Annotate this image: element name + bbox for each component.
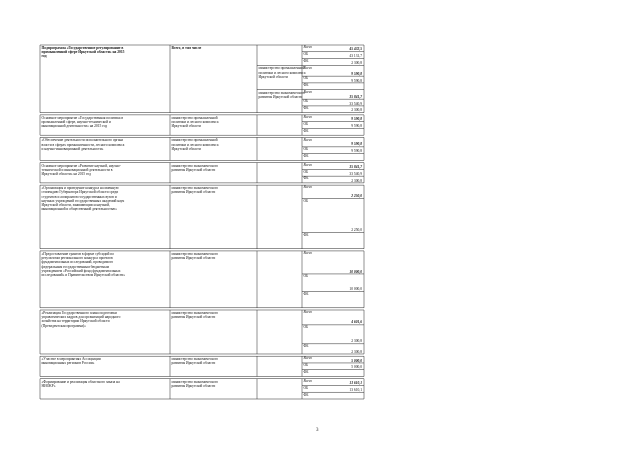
funding-source-label: ФБ: [303, 392, 309, 397]
executor-line: министерство экономического: [171, 310, 219, 315]
program-name-line: «Формирование и реализация областного заказа на: [41, 379, 120, 384]
funding-source-label: ФБ: [303, 106, 309, 111]
funding-amount: 4 601,6: [351, 320, 362, 325]
funding-source-label: Всего: [303, 378, 313, 383]
funding-source-label: Всего: [303, 65, 313, 70]
total-label: Всего, в том числе: [171, 46, 202, 50]
funding-amount: 2 300,8: [351, 349, 362, 354]
executor-line: развития Иркутской области: [171, 383, 216, 388]
funding-amount: 2 300,8: [351, 178, 362, 183]
funding-source-label: ОБ: [303, 198, 309, 203]
funding-source-label: ОБ: [303, 52, 309, 57]
funding-source-label: Всего: [303, 251, 313, 256]
executor-line: развития Иркутской области: [171, 256, 216, 261]
funding-source-label: ОБ: [303, 76, 309, 81]
program-name-line: Основное мероприятие «Государственная политика в: [41, 115, 124, 120]
funding-source-label: ФБ: [303, 153, 309, 158]
executor-line: политики и лесного комплекса: [258, 70, 306, 75]
program-name-line: учреждением «Российский фонд фундаментальных: [41, 268, 121, 273]
program-name-line: и научно-инновационной деятельности»: [41, 146, 104, 151]
funding-amount: 35 841,7: [349, 94, 362, 99]
program-name-line: стипендию Губернатора Иркутской области среди: [41, 190, 119, 195]
funding-amount: 9 590,8: [351, 124, 362, 129]
funding-amount: 2 300,8: [351, 60, 362, 65]
program-name-line: промышленной сфере Иркутской области» на 2015: [41, 50, 125, 55]
funding-source-label: ОБ: [303, 147, 309, 152]
funding-amount: 13 610,1: [349, 387, 362, 392]
funding-amount: 2 250,0: [351, 194, 362, 199]
program-name-line: исследований» и Правительством Иркутской области»: [41, 272, 126, 277]
funding-amount: 10 000,0: [349, 287, 362, 292]
program-name-line: Иркутской области» на 2015 год: [41, 172, 91, 176]
program-name-line: «Организация и проведение конкурса на именную: [41, 186, 119, 191]
executor-line: министерство экономического: [171, 357, 219, 362]
funding-source-label: ФБ: [303, 176, 309, 181]
funding-source-label: ОБ: [303, 121, 309, 126]
program-name-line: фундаментальных исследований, проводимого: [41, 260, 114, 265]
funding-amount: 13 610,1: [349, 381, 362, 386]
executor-line: Иркутской области: [171, 124, 201, 129]
funding-amount: 2 300,8: [351, 108, 362, 113]
funding-source-label: ОБ: [303, 169, 309, 174]
funding-source-label: ФБ: [303, 83, 309, 88]
funding-source-label: ОБ: [303, 274, 309, 279]
funding-amount: 5 000,0: [351, 365, 362, 370]
program-name-line: инновационной и общественной деятельностью»: [41, 207, 117, 212]
executor-line: министерство экономического: [171, 251, 219, 256]
program-name-line: технической и инновационной деятельности в: [41, 167, 113, 172]
executor-line: развития Иркутской области: [171, 190, 216, 195]
executor-line: политики и лесного комплекса: [171, 142, 219, 147]
funding-source-label: ФБ: [303, 232, 309, 237]
executor-line: министерство экономического: [171, 186, 219, 191]
funding-source-label: ФБ: [303, 58, 309, 63]
funding-amount: 5 000,0: [351, 358, 362, 363]
funding-amount: 2 300,8: [351, 339, 362, 344]
executor-line: развития Иркутской области: [171, 167, 216, 172]
funding-source-label: ФБ: [303, 128, 309, 133]
executor-line: развития Иркутской области: [171, 361, 216, 366]
executor-line: министерство промышленной: [258, 66, 305, 71]
executor-line: развития Иркутской области: [171, 315, 216, 320]
funding-source-label: Всего: [303, 185, 313, 190]
program-name-line: Иркутской области, занимающихся научной,: [41, 202, 110, 207]
funding-source-label: Всего: [303, 162, 313, 167]
executor-line: развития Иркутской области: [258, 94, 303, 99]
program-name-line: инновационных регионов России»: [41, 361, 95, 366]
program-name-line: Подпрограмма «Государственное регулирование в: [41, 46, 124, 50]
program-name-line: год: [41, 54, 47, 59]
executor-line: министерство промышленной: [171, 138, 218, 143]
funding-amount: 9 590,8: [351, 142, 362, 147]
program-name-line: власти в сферах промышленности, лесного комплекса: [41, 142, 125, 147]
executor-line: министерство экономического: [171, 379, 219, 384]
executor-line: Иркутской области: [171, 146, 201, 151]
funding-amount: 9 590,8: [351, 149, 362, 154]
program-name-line: студентов и аспирантов государственных вузов и: [41, 194, 117, 199]
program-name-line: результатам регионального конкурса проектов: [41, 256, 113, 261]
funding-amount: 33 540,9: [349, 171, 362, 176]
funding-source-label: ФБ: [303, 370, 309, 375]
program-name-line: «Обеспечение деятельности исполнительного органа: [41, 138, 124, 143]
executor-line: министерство экономического: [258, 90, 306, 95]
program-name-line: «Участие в мероприятиях Ассоциации: [41, 357, 101, 362]
executor-line: Иркутской области: [258, 74, 288, 79]
program-name-line: научных учреждений государственных академий наук: [41, 198, 125, 203]
funding-amount: 9 590,8: [351, 78, 362, 83]
funding-source-label: ОБ: [303, 99, 309, 104]
program-name-line: «Предоставление грантов в форме субсидий по: [41, 251, 115, 256]
funding-amount: 43 131,7: [349, 54, 362, 59]
funding-amount: 2 250,0: [351, 228, 362, 233]
funding-amount: 33 540,9: [349, 101, 362, 106]
funding-source-label: ОБ: [303, 385, 309, 390]
funding-source-label: Всего: [303, 310, 313, 315]
funding-source-label: ОБ: [303, 363, 309, 368]
program-name-line: «Реализация Государственного плана подготовки: [41, 310, 117, 315]
funding-amount: 45 432,5: [349, 47, 362, 52]
funding-amount: 10 000,0: [349, 269, 362, 274]
page-number: 3: [316, 428, 319, 433]
funding-amount: 9 590,8: [351, 71, 362, 76]
funding-source-label: Всего: [303, 137, 313, 142]
program-name-line: управленческих кадров для организаций народного: [41, 315, 121, 320]
program-name-line: инновационной деятельности» на 2015 год: [41, 124, 108, 129]
funding-source-label: ФБ: [303, 344, 309, 349]
program-name-line: Основное мероприятие «Развитие научной, научно-: [41, 163, 121, 168]
funding-source-label: Всего: [303, 115, 313, 120]
funding-source-label: ФБ: [303, 291, 309, 296]
funding-source-label: ОБ: [303, 325, 309, 330]
program-name-line: НИОКР»: [41, 383, 56, 388]
program-name-line: федеральным государственным бюджетным: [41, 264, 110, 269]
executor-line: министерство промышленной: [171, 115, 218, 120]
program-name-line: промышленной сфере, научно-технической и: [41, 120, 111, 125]
program-name-line: хозяйства на территории Иркутской области: [41, 319, 110, 324]
funding-amount: 9 590,8: [351, 117, 362, 122]
executor-line: политики и лесного комплекса: [171, 120, 219, 125]
program-name-line: (Президентская программа)»: [41, 323, 86, 328]
funding-amount: 35 841,7: [349, 164, 362, 169]
executor-line: министерство экономического: [171, 163, 219, 168]
funding-source-label: Всего: [303, 356, 313, 361]
funding-source-label: Всего: [303, 89, 313, 94]
funding-source-label: Всего: [303, 45, 313, 50]
